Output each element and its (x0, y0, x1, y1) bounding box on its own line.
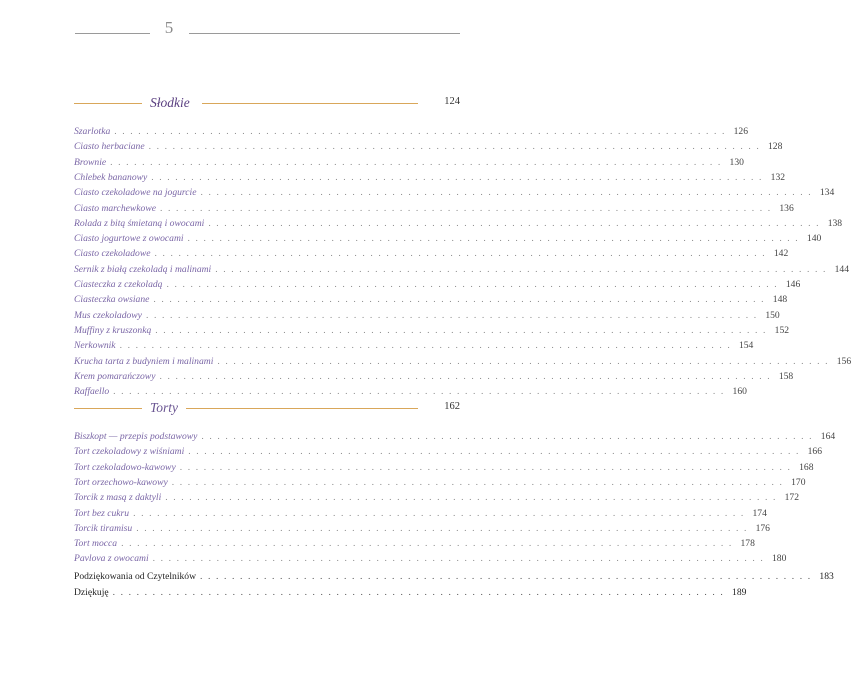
dot-leader: . . . . . . . . . . . . . . . . . . . . . . . . . . . . . . . . . . . . . . . . . . . . . . . . . . . . . . . . . . . . . . . . . . . . . . . . . . . . . (217, 355, 830, 367)
toc-entry-page: 134 (819, 187, 835, 199)
dot-leader: . . . . . . . . . . . . . . . . . . . . . . . . . . . . . . . . . . . . . . . . . . . . . . . . . . . . . . . . . . . . . . . . . . . . . . . . . . . . . (159, 370, 772, 382)
toc-entry[interactable] (74, 430, 836, 443)
toc-entry-title: Podziękowania od Czytelników (74, 571, 197, 582)
toc-entry-page: 164 (820, 431, 836, 442)
toc-entry-title: Szarlotka (74, 126, 111, 137)
toc-entry[interactable] (74, 202, 794, 215)
toc-entry-title: Rolada z bitą śmietaną i owocami (74, 217, 205, 229)
toc-entry-page: 152 (774, 324, 790, 336)
toc-entry-title: Tort czekoladowy z wiśniami (74, 446, 185, 458)
toc-entry-title: Torcik tiramisu (74, 522, 133, 534)
toc-entry-page: 132 (770, 171, 786, 183)
dot-leader: . . . . . . . . . . . . . . . . . . . . . . . . . . . . . . . . . . . . . . . . . . . . . . . . . . . . . . . . . . . . . . . . . . . . . . . . . . . . . (200, 571, 812, 582)
toc-entry-title: Raffaello (74, 386, 110, 398)
toc-entry[interactable] (74, 217, 843, 230)
toc-entry-page: 156 (836, 355, 851, 367)
toc-entry-title: Pavlova z owocami (74, 553, 149, 565)
dot-leader: . . . . . . . . . . . . . . . . . . . . . . . . . . . . . . . . . . . . . . . . . . . . . . . . . . . . . . . . . . . . . . . . . . . . . . . . . . . . . (208, 217, 821, 229)
section-page-number: 124 (444, 96, 460, 107)
toc-entry-page: 172 (784, 492, 799, 504)
section-rule-right (186, 408, 418, 409)
toc-entry-title: Ciasto czekoladowe (74, 248, 151, 260)
toc-entry-page: 168 (799, 461, 814, 473)
dot-leader: . . . . . . . . . . . . . . . . . . . . . . . . . . . . . . . . . . . . . . . . . . . . . . . . . . . . . . . . . . . . . . . . . . . . . . . . . . . . . (112, 586, 725, 598)
toc-entry-page: 146 (785, 279, 801, 290)
toc-entry[interactable] (74, 537, 755, 550)
dot-leader: . . . . . . . . . . . . . . . . . . . . . . . . . . . . . . . . . . . . . . . . . . . . . . . . . . . . . . . . . . . . . . . . . . . . . . . . . . . . . (136, 522, 748, 534)
toc-entry-title: Biszkopt — przepis podstawowy (74, 431, 198, 442)
toc-entry-title: Ciasteczka owsiane (74, 294, 150, 306)
dot-leader: . . . . . . . . . . . . . . . . . . . . . . . . . . . . . . . . . . . . . . . . . . . . . . . . . . . . . . . . . . . . . . . . . . . . . . . . . . . . . (166, 279, 779, 290)
toc-entry-title: Nerkownik (74, 340, 116, 352)
toc-entry[interactable] (74, 324, 790, 337)
toc-entry-page: 183 (819, 571, 834, 582)
toc-entry-page: 140 (806, 233, 822, 245)
toc-entry-title: Sernik z białą czekoladą i malinami (74, 263, 212, 275)
toc-entry-title: Torcik z masą z daktyli (74, 492, 162, 504)
toc-entry[interactable] (74, 461, 814, 474)
toc-entry-page: 154 (738, 340, 754, 352)
toc-entry[interactable] (74, 570, 834, 583)
toc-entry-title: Ciasto czekoladowe na jogurcie (74, 187, 197, 199)
toc-entry-page: 160 (732, 386, 747, 398)
dot-leader: . . . . . . . . . . . . . . . . . . . . . . . . . . . . . . . . . . . . . . . . . . . . . . . . . . . . . . . . . . . . . . . . . . . . . . . . . . . . . (200, 187, 813, 199)
toc-entry[interactable] (74, 156, 744, 169)
toc-entry-title: Ciasto herbaciane (74, 141, 145, 153)
toc-entry[interactable] (74, 278, 801, 291)
header-rule-left (75, 33, 150, 34)
toc-entry[interactable] (74, 552, 787, 565)
toc-entry-page: 126 (733, 126, 749, 137)
toc-entry-title: Ciasto marchewkowe (74, 202, 156, 214)
toc-entry[interactable] (74, 293, 788, 306)
header-rule-right (189, 33, 460, 34)
toc-entry-page: 136 (779, 202, 794, 214)
toc-entry-page: 130 (729, 156, 744, 168)
toc-entry-page: 150 (765, 309, 780, 321)
toc-entry[interactable] (74, 522, 770, 535)
dot-leader: . . . . . . . . . . . . . . . . . . . . . . . . . . . . . . . . . . . . . . . . . . . . . . . . . . . . . . . . . . . . . . . . . . . . . . . . . . . . . (153, 294, 766, 306)
toc-entry-page: 174 (752, 507, 767, 519)
section-heading-torty[interactable] (74, 400, 460, 416)
section-rule-left (74, 408, 142, 409)
dot-leader: . . . . . . . . . . . . . . . . . . . . . . . . . . . . . . . . . . . . . . . . . . . . . . . . . . . . . . . . . . . . . . . . . . . . . . . . . . . . . (148, 141, 761, 153)
toc-entry-page: 166 (807, 446, 823, 458)
toc-entry[interactable] (74, 247, 789, 260)
dot-leader: . . . . . . . . . . . . . . . . . . . . . . . . . . . . . . . . . . . . . . . . . . . . . . . . . . . . . . . . . . . . . . . . . . . . . . . . . . . . . (119, 340, 732, 352)
dot-leader: . . . . . . . . . . . . . . . . . . . . . . . . . . . . . . . . . . . . . . . . . . . . . . . . . . . . . . . . . . . . . . . . . . . . . . . . . . . . . (113, 386, 725, 398)
toc-entry-page: 178 (740, 538, 755, 550)
dot-leader: . . . . . . . . . . . . . . . . . . . . . . . . . . . . . . . . . . . . . . . . . . . . . . . . . . . . . . . . . . . . . . . . . . . . . . . . . . . . . (215, 263, 827, 275)
section-title: Słodkie (150, 95, 190, 110)
toc-entry-page: 180 (771, 553, 787, 565)
toc-entry-title: Mus czekoladowy (74, 309, 142, 321)
toc-entry-page: 138 (827, 217, 843, 229)
dot-leader: . . . . . . . . . . . . . . . . . . . . . . . . . . . . . . . . . . . . . . . . . . . . . . . . . . . . . . . . . . . . . . . . . . . . . . . . . . . . . (110, 156, 722, 168)
toc-entry[interactable] (74, 171, 786, 184)
toc-entry[interactable] (74, 309, 780, 322)
toc-entry[interactable] (74, 355, 851, 368)
toc-entry-title: Tort bez cukru (74, 507, 130, 519)
toc-entry[interactable] (74, 476, 806, 489)
dot-leader: . . . . . . . . . . . . . . . . . . . . . . . . . . . . . . . . . . . . . . . . . . . . . . . . . . . . . . . . . . . . . . . . . . . . . . . . . . . . . (188, 446, 801, 458)
toc-entry-title: Tort czekoladowo-kawowy (74, 461, 176, 473)
toc-entry-page: 144 (834, 263, 849, 275)
section-heading-slodkie[interactable] (74, 95, 460, 111)
section-rule-left (74, 103, 142, 104)
toc-entry-title: Chlebek bananowy (74, 171, 148, 183)
toc-entry-title: Tort orzechowo-kawowy (74, 476, 168, 488)
toc-entry-page: 142 (773, 248, 789, 260)
dot-leader: . . . . . . . . . . . . . . . . . . . . . . . . . . . . . . . . . . . . . . . . . . . . . . . . . . . . . . . . . . . . . . . . . . . . . . . . . . . . . (171, 476, 784, 488)
toc-entry[interactable] (74, 140, 783, 153)
dot-leader: . . . . . . . . . . . . . . . . . . . . . . . . . . . . . . . . . . . . . . . . . . . . . . . . . . . . . . . . . . . . . . . . . . . . . . . . . . . . . (155, 324, 768, 336)
toc-entry-page: 158 (778, 370, 794, 382)
section-page-number: 162 (444, 401, 460, 412)
toc-entry[interactable] (74, 491, 799, 504)
toc-entry-title: Ciasteczka z czekoladą (74, 279, 163, 290)
dot-leader: . . . . . . . . . . . . . . . . . . . . . . . . . . . . . . . . . . . . . . . . . . . . . . . . . . . . . . . . . . . . . . . . . . . . . . . . . . . . . (165, 492, 777, 504)
toc-entry[interactable] (74, 263, 849, 276)
dot-leader: . . . . . . . . . . . . . . . . . . . . . . . . . . . . . . . . . . . . . . . . . . . . . . . . . . . . . . . . . . . . . . . . . . . . . . . . . . . . . (114, 126, 727, 137)
section-rule-right (202, 103, 418, 104)
toc-entry[interactable] (74, 507, 767, 520)
toc-entry-page: 170 (791, 476, 806, 488)
toc-entry-title: Tort mocca (74, 538, 118, 550)
dot-leader: . . . . . . . . . . . . . . . . . . . . . . . . . . . . . . . . . . . . . . . . . . . . . . . . . . . . . . . . . . . . . . . . . . . . . . . . . . . . . (154, 248, 767, 260)
toc-entry[interactable] (74, 232, 822, 245)
toc-entry[interactable] (74, 125, 749, 138)
toc-entry-title: Dziękuję (74, 586, 109, 598)
toc-entry[interactable] (74, 339, 754, 352)
dot-leader: . . . . . . . . . . . . . . . . . . . . . . . . . . . . . . . . . . . . . . . . . . . . . . . . . . . . . . . . . . . . . . . . . . . . . . . . . . . . . (145, 309, 758, 321)
toc-entry-page: 128 (768, 141, 783, 153)
section-title: Torty (150, 400, 179, 415)
dot-leader: . . . . . . . . . . . . . . . . . . . . . . . . . . . . . . . . . . . . . . . . . . . . . . . . . . . . . . . . . . . . . . . . . . . . . . . . . . . . . (133, 507, 745, 519)
toc-entry-page: 148 (772, 294, 788, 306)
toc-entry-title: Ciasto jogurtowe z owocami (74, 233, 184, 245)
toc-entry-title: Krucha tarta z budyniem i malinami (74, 355, 214, 367)
toc-entry[interactable] (74, 445, 823, 458)
toc-entry-title: Muffiny z kruszonką (74, 324, 152, 336)
dot-leader: . . . . . . . . . . . . . . . . . . . . . . . . . . . . . . . . . . . . . . . . . . . . . . . . . . . . . . . . . . . . . . . . . . . . . . . . . . . . . (201, 431, 814, 442)
dot-leader: . . . . . . . . . . . . . . . . . . . . . . . . . . . . . . . . . . . . . . . . . . . . . . . . . . . . . . . . . . . . . . . . . . . . . . . . . . . . . (121, 538, 733, 550)
dot-leader: . . . . . . . . . . . . . . . . . . . . . . . . . . . . . . . . . . . . . . . . . . . . . . . . . . . . . . . . . . . . . . . . . . . . . . . . . . . . . (151, 171, 764, 183)
dot-leader: . . . . . . . . . . . . . . . . . . . . . . . . . . . . . . . . . . . . . . . . . . . . . . . . . . . . . . . . . . . . . . . . . . . . . . . . . . . . . (187, 233, 800, 245)
dot-leader: . . . . . . . . . . . . . . . . . . . . . . . . . . . . . . . . . . . . . . . . . . . . . . . . . . . . . . . . . . . . . . . . . . . . . . . . . . . . . (152, 553, 765, 565)
toc-entry-page: 176 (755, 522, 770, 534)
toc-entry[interactable] (74, 385, 747, 398)
toc-entry-title: Krem pomarańczowy (74, 370, 156, 382)
toc-entry[interactable] (74, 370, 794, 383)
toc-entry[interactable] (74, 586, 747, 599)
toc-entry-page: 189 (732, 586, 747, 598)
page-number: 5 (164, 18, 174, 37)
toc-entry[interactable] (74, 186, 835, 199)
dot-leader: . . . . . . . . . . . . . . . . . . . . . . . . . . . . . . . . . . . . . . . . . . . . . . . . . . . . . . . . . . . . . . . . . . . . . . . . . . . . . (179, 461, 792, 473)
dot-leader: . . . . . . . . . . . . . . . . . . . . . . . . . . . . . . . . . . . . . . . . . . . . . . . . . . . . . . . . . . . . . . . . . . . . . . . . . . . . . (159, 202, 772, 214)
toc-entry-title: Brownie (74, 156, 107, 168)
